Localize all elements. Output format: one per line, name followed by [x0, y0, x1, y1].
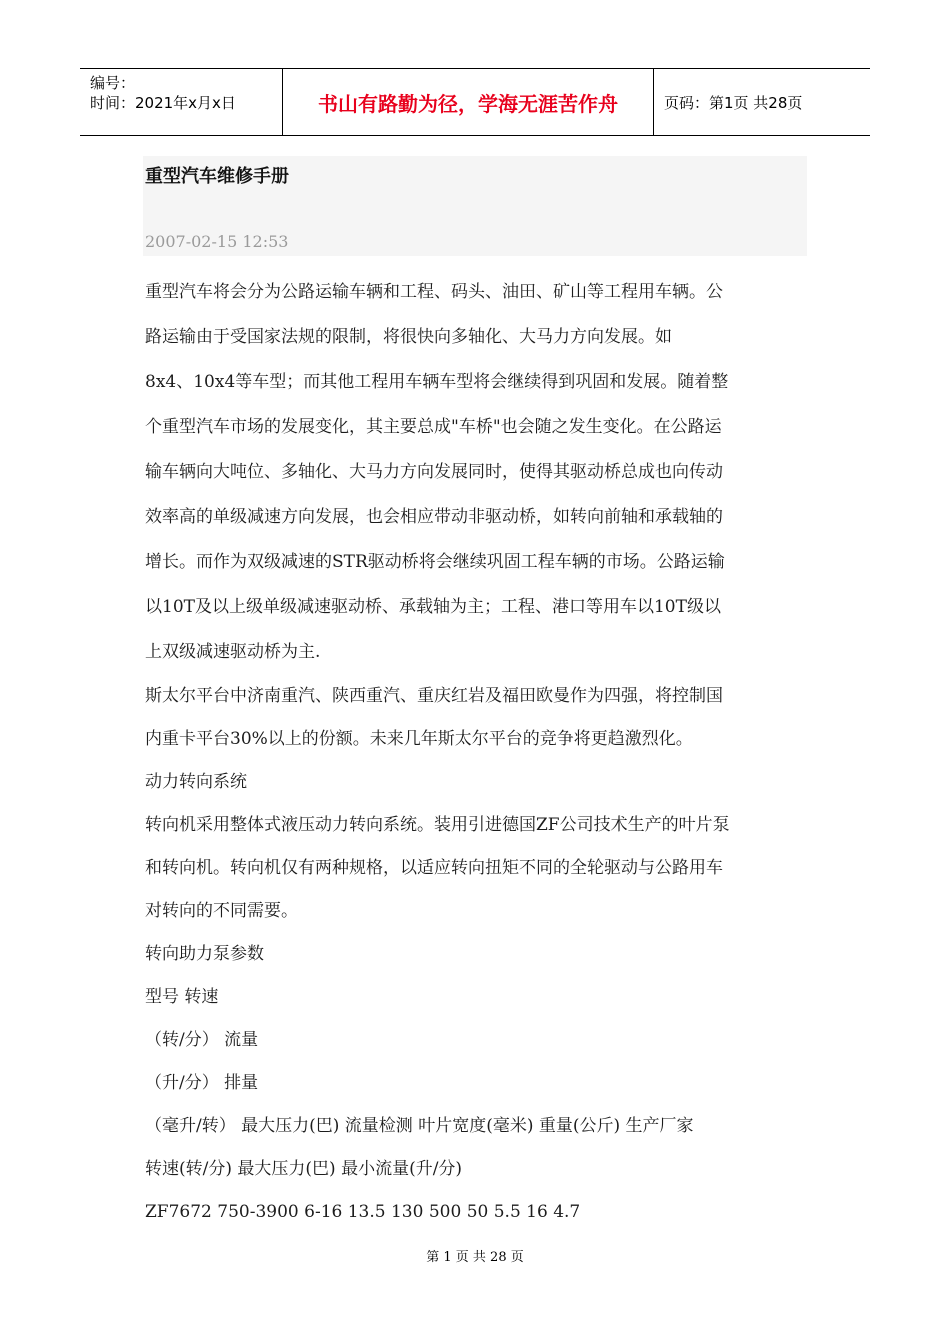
document-time-label: 时间：2021年x月x日: [90, 94, 236, 112]
document-date: 2007-02-15 12:53: [145, 232, 289, 251]
text-line: 对转向的不同需要。: [145, 901, 298, 921]
text-line: 8x4、10x4等车型；而其他工程用车辆车型将会继续得到巩固和发展。随着整: [145, 372, 729, 392]
text-line: 重型汽车将会分为公路运输车辆和工程、码头、油田、矿山等工程用车辆。公: [145, 282, 723, 302]
text-line: 斯太尔平台中济南重汽、陕西重汽、重庆红岩及福田欧曼作为四强，将控制国: [145, 686, 723, 706]
text-line: 上双级减速驱动桥为主.: [145, 642, 321, 662]
paragraph-overview: [145, 270, 810, 675]
section-heading: 转向助力泵参数: [145, 944, 264, 964]
text-line: 内重卡平台30%以上的份额。未来几年斯太尔平台的竞争将更趋激烈化。: [145, 729, 693, 749]
text-line: 输车辆向大吨位、多轴化、大马力方向发展同时，使得其驱动桥总成也向传动: [145, 462, 723, 482]
text-line: 转速(转/分) 最大压力(巴) 最小流量(升/分): [145, 1159, 463, 1179]
page-header: [80, 68, 870, 136]
text-line: 型号 转速: [145, 987, 219, 1007]
text-line: 个重型汽车市场的发展变化，其主要总成"车桥"也会随之发生变化。在公路运: [145, 417, 722, 437]
text-line: 以10T及以上级单级减速驱动桥、承载轴为主；工程、港口等用车以10T级以: [145, 597, 721, 617]
text-line: （转/分） 流量: [145, 1030, 259, 1050]
section-heading: 动力转向系统: [145, 772, 247, 792]
page-footer: 第 1 页 共 28 页: [426, 1250, 524, 1265]
header-meta: [80, 69, 282, 135]
document-body: [145, 270, 810, 1234]
document-number-label: 编号：: [90, 74, 136, 92]
text-line: ZF7672 750-3900 6-16 13.5 130 500 50 5.5 16 4.7: [145, 1202, 581, 1222]
text-line: 转向机采用整体式液压动力转向系统。装用引进德国ZF公司技术生产的叶片泵: [145, 815, 730, 835]
text-line: 效率高的单级减速方向发展，也会相应带动非驱动桥，如转向前轴和承载轴的: [145, 507, 723, 527]
text-line: （升/分） 排量: [145, 1073, 259, 1093]
paragraph-steering: [145, 675, 810, 1234]
document-title: 重型汽车维修手册: [145, 166, 289, 187]
header-page-info: 页码：第1页 共28页: [664, 93, 803, 112]
title-block: [143, 156, 807, 256]
text-line: 增长。而作为双级减速的STR驱动桥将会继续巩固工程车辆的市场。公路运输: [145, 552, 725, 572]
text-line: 路运输由于受国家法规的限制，将很快向多轴化、大马力方向发展。如: [145, 327, 672, 347]
header-motto: 书山有路勤为径，学海无涯苦作舟: [282, 69, 654, 135]
text-line: 和转向机。转向机仅有两种规格，以适应转向扭矩不同的全轮驱动与公路用车: [145, 858, 723, 878]
text-line: （毫升/转） 最大压力(巴) 流量检测 叶片宽度(毫米) 重量(公斤) 生产厂家: [145, 1116, 694, 1136]
